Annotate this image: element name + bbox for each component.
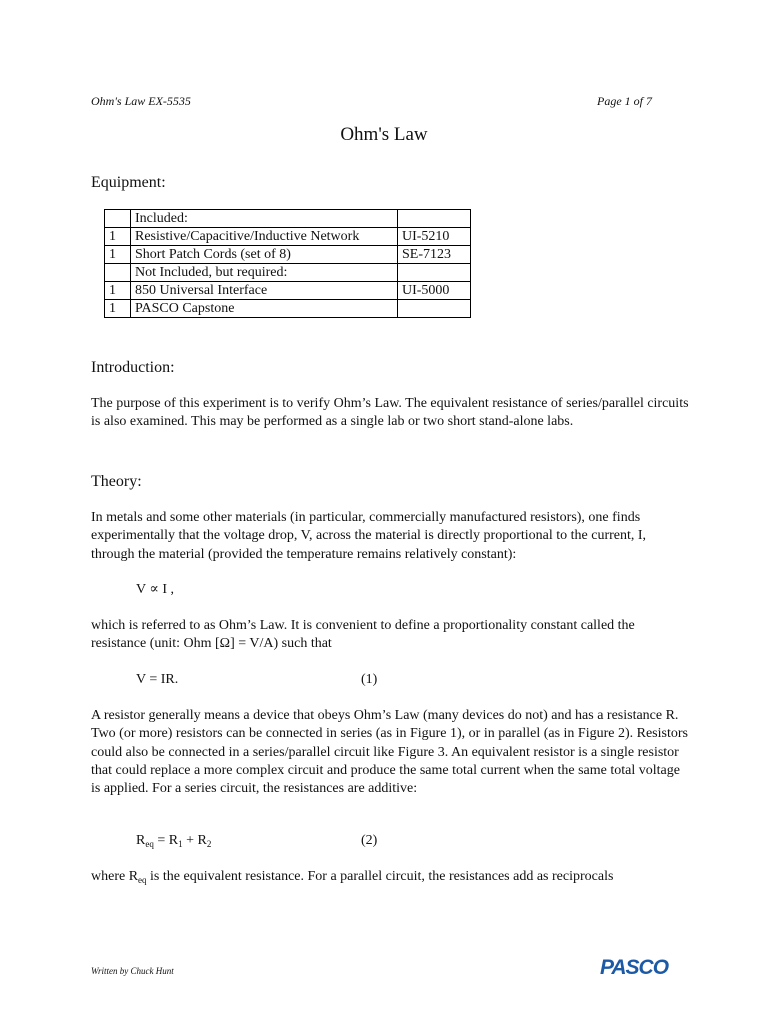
introduction-text: The purpose of this experiment is to verify Ohm’s Law. The equivalent resistance of series/parallel circuits is also examined. This may be performed as a single lab or two short stand-alone labs.	[91, 396, 689, 430]
equation-2	[136, 832, 211, 850]
equation-proportional: V ∝ I ,	[136, 582, 174, 597]
introduction-heading: Introduction:	[91, 359, 175, 376]
logo-text: PASCO	[599, 956, 669, 978]
equipment-item: Included:	[131, 210, 398, 228]
equipment-qty	[105, 210, 131, 228]
equipment-section-row	[105, 264, 471, 282]
eq2-sub-eq: eq	[145, 839, 154, 849]
eq2-mid: = R	[153, 833, 179, 848]
equipment-part-number: SE-7123	[398, 246, 471, 264]
p4-part-b: is the equivalent resistance. For a parallel circuit, the resistances add as reciprocals	[146, 869, 614, 884]
theory-paragraph-4	[91, 868, 691, 886]
equipment-row	[105, 300, 471, 318]
equipment-item: Resistive/Capacitive/Inductive Network	[131, 228, 398, 246]
equipment-item: PASCO Capstone	[131, 300, 398, 318]
theory-paragraph-3: A resistor generally means a device that obeys Ohm’s Law (many devices do not) and has a resistance R. Two (or more) resistors can be connected in series (as in Figure 1), or in parallel (as in Figure 2). Resistors could also be connected in a series/parallel circuit like Figure 3. An equivalent resistor is a single resistor that could replace a more complex circuit and produce the same total current when the same total voltage is applied. For a series circuit, the resistances are additive:	[91, 708, 688, 797]
equipment-item: Not Included, but required:	[131, 264, 398, 282]
footer-author: Written by Chuck Hunt	[91, 966, 174, 976]
theory-paragraph-2: which is referred to as Ohm’s Law. It is convenient to define a proportionality constant called the resistance (unit: Ohm [Ω] = V/A) such that	[91, 618, 635, 652]
equipment-item: 850 Universal Interface	[131, 282, 398, 300]
equipment-qty	[105, 264, 131, 282]
equipment-qty: 1	[105, 228, 131, 246]
equipment-section-row	[105, 210, 471, 228]
equation-1: V = IR.	[136, 672, 179, 687]
equipment-qty: 1	[105, 246, 131, 264]
equipment-heading: Equipment:	[91, 174, 166, 191]
theory-heading: Theory:	[91, 473, 142, 490]
equation-2-number: (2)	[361, 833, 378, 848]
pasco-logo	[588, 954, 680, 978]
eq2-r: R	[136, 833, 146, 848]
page-title: Ohm's Law	[340, 124, 428, 145]
equation-1-number: (1)	[361, 672, 378, 687]
eq2-sub-2: 2	[206, 839, 212, 849]
equipment-qty: 1	[105, 300, 131, 318]
equipment-part-number	[398, 300, 471, 318]
equipment-row	[105, 228, 471, 246]
equipment-part-number	[398, 210, 471, 228]
equipment-table	[104, 209, 471, 318]
eq2-plus: + R	[182, 833, 207, 848]
p4-sub-eq: eq	[138, 875, 147, 885]
equipment-row	[105, 246, 471, 264]
theory-paragraph-1: In metals and some other materials (in particular, commercially manufactured resistors), one finds experimentally that the voltage drop, V, across the material is directly proportional to the current, I, through the material (provided the temperature remains relatively constant):	[91, 510, 647, 562]
equipment-item: Short Patch Cords (set of 8)	[131, 246, 398, 264]
equipment-part-number: UI-5210	[398, 228, 471, 246]
equipment-qty: 1	[105, 282, 131, 300]
equipment-part-number: UI-5000	[398, 282, 471, 300]
eq2-sub-1: 1	[178, 839, 183, 849]
p4-part-a: where R	[91, 869, 139, 884]
header-doc-id: Ohm's Law EX-5535	[91, 94, 191, 108]
equipment-row	[105, 282, 471, 300]
header-page-number: Page 1 of 7	[597, 94, 652, 108]
equipment-part-number	[398, 264, 471, 282]
